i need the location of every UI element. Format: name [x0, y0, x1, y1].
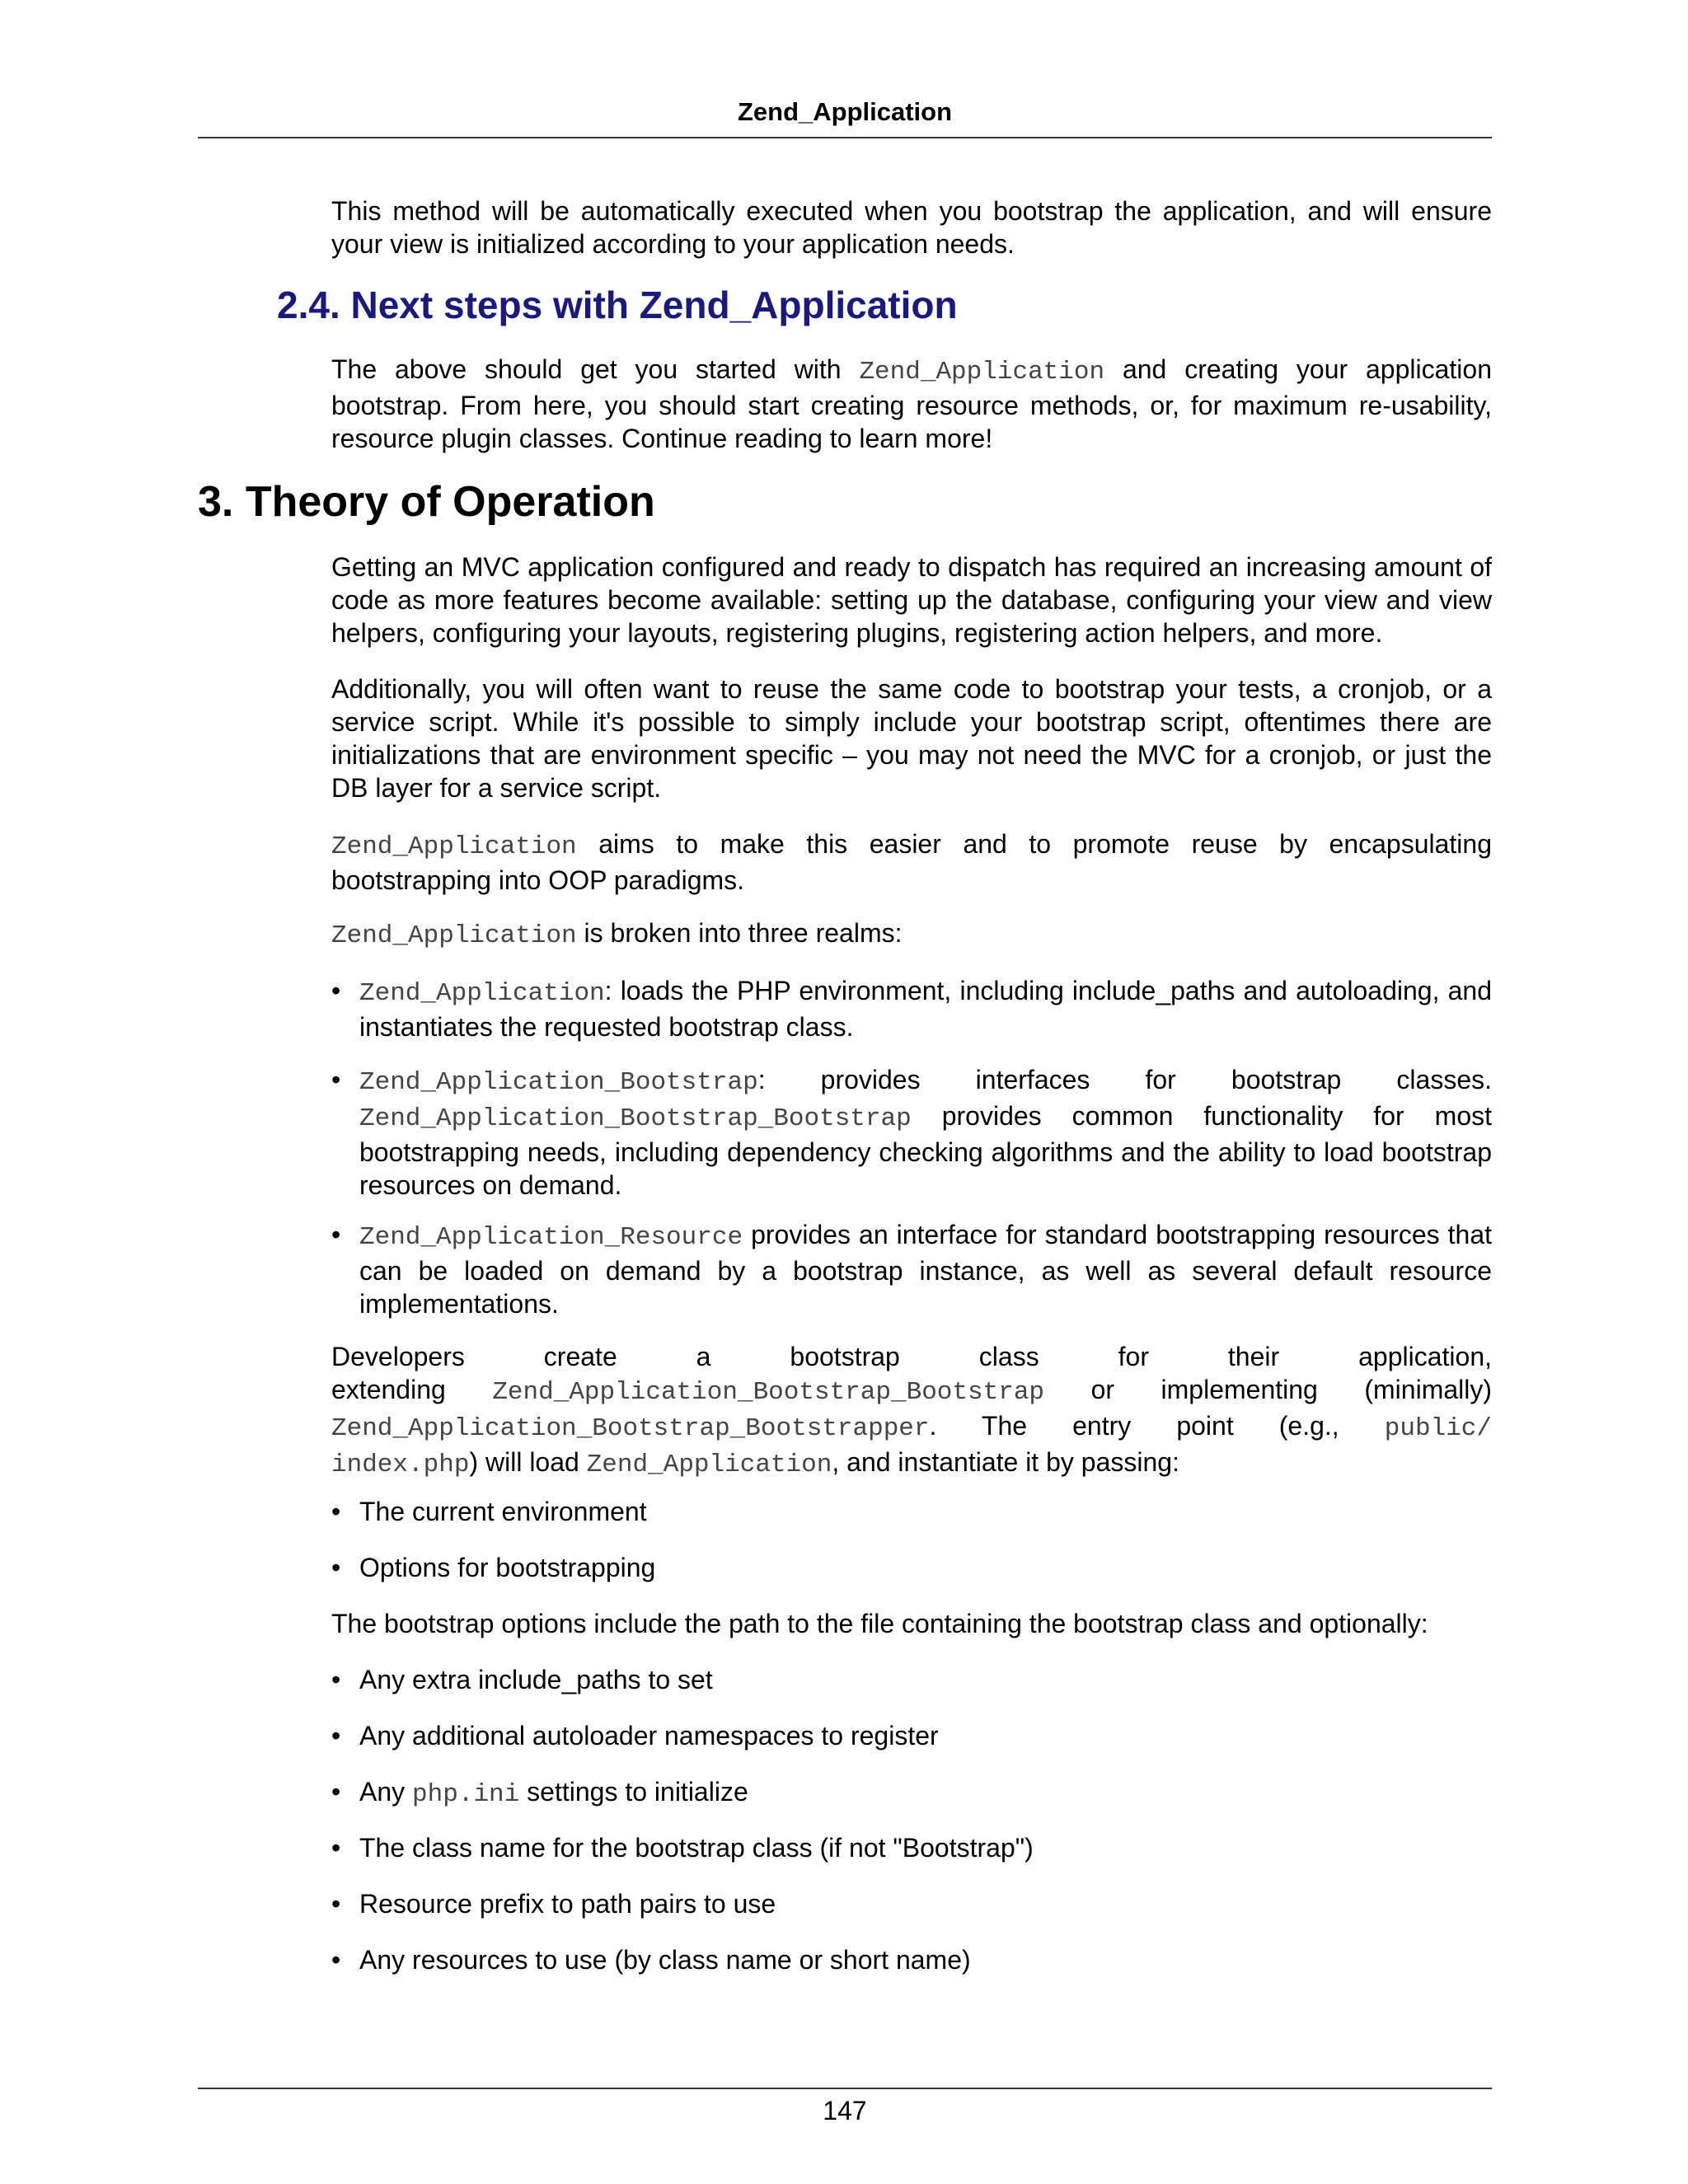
footer-rule — [198, 2088, 1492, 2089]
inline-code: index.php — [331, 1451, 470, 1479]
theory-paragraph-1: Getting an MVC application configured and ready to dispatch has required an increasing amount of code as more features become available: setting up the database, configuring your view and view helpers, configuring your layouts, registering plugins, registering action helpers, and more. — [331, 552, 1492, 648]
bullet-icon: • — [331, 1945, 341, 1975]
page-header: Zend_Application — [737, 97, 953, 126]
page-number: 147 — [823, 2096, 867, 2125]
list-item: • The class name for the bootstrap class (if not "Bootstrap") — [331, 1833, 1034, 1863]
bullet-icon: • — [331, 1553, 341, 1582]
section-heading-3: 3. Theory of Operation — [198, 478, 655, 526]
bullet-icon: • — [331, 1721, 341, 1750]
next-steps-paragraph — [331, 353, 1492, 455]
list-item: • Any additional autoloader namespaces to register — [331, 1721, 939, 1750]
intro-paragraph: This method will be automatically executed when you bootstrap the application, and will ensure your view is initialized according to your application needs. — [331, 196, 1492, 259]
bullet-icon: • — [331, 1665, 341, 1694]
theory-paragraph-6: The bootstrap options include the path to the file containing the bootstrap class and optionally: — [331, 1609, 1428, 1638]
inline-code: public/ — [1384, 1414, 1493, 1443]
list-item: • Any extra include_paths to set — [331, 1665, 713, 1694]
inline-code: Zend_Application — [331, 832, 577, 861]
bullet-icon: • — [331, 1833, 341, 1863]
list-item: • Any resources to use (by class name or short name) — [331, 1945, 971, 1975]
bullet-icon: • — [331, 1220, 341, 1249]
inline-code: Zend_Application_Bootstrap_Bootstrap — [492, 1378, 1045, 1407]
list-item: • Zend_Application_Bootstrap: provides interfaces for bootstrap classes. Zend_Application_Bootstrap_Bootstrap provides common functionality for most bootstrapping needs, including dependency checking algorithms and the ability to load bootstrap resources on demand. — [331, 1065, 1493, 1200]
next-steps-line-3: resource plugin classes. Continue reading to learn more! — [331, 424, 993, 453]
inline-code: Zend_Application_Bootstrap — [359, 1068, 758, 1097]
inline-code: Zend_Application — [859, 358, 1105, 387]
bullet-icon: • — [331, 1777, 341, 1807]
theory-paragraph-2: Additionally, you will often want to reuse the same code to bootstrap your tests, a cronjob, or a service script. While it's possible to simply include your bootstrap script, oftentimes there are initializations that are environment specific – you may not need the MVC for a cronjob, or just the DB layer for a service script. — [331, 674, 1492, 803]
inline-code: Zend_Application_Bootstrap_Bootstrap — [359, 1104, 912, 1133]
theory-paragraph-5: Developers create a bootstrap class for their application, extending Zend_Application_Bootstrap_Bootstrap or implementing (minimally) Zend_Application_Bootstrap_Bootstrapper. The entry point (e.g., public/ index.php) will load Zend_Application, and instantiate it by passing: — [331, 1342, 1493, 1479]
section-heading-2-4: 2.4. Next steps with Zend_Application — [277, 284, 958, 326]
theory-paragraph-3: Zend_Application aims to make this easier and to promote reuse by encapsulating bootstrapping into OOP paradigms. — [331, 829, 1493, 895]
bullet-icon: • — [331, 976, 341, 1005]
list-item: • Zend_Application: loads the PHP environment, including include_paths and autoloading, and instantiates the requested bootstrap class. — [331, 976, 1492, 1042]
inline-code: php.ini — [412, 1780, 520, 1809]
theory-paragraph-4: Zend_Application is broken into three realms: — [331, 918, 903, 950]
inline-code: Zend_Application — [586, 1451, 832, 1479]
next-steps-line-2: bootstrap. From here, you should start creating resource methods, or, for maximum re-usability, — [331, 391, 1492, 420]
inline-code: Zend_Application — [359, 979, 605, 1008]
list-item: • Any php.ini settings to initialize — [331, 1777, 748, 1809]
next-steps-line-1: The above should get you started with Zend_Application and creating your application — [331, 354, 1493, 387]
list-item: • Resource prefix to path pairs to use — [331, 1889, 776, 1919]
inline-code: Zend_Application_Resource — [359, 1223, 743, 1252]
header-rule — [198, 137, 1492, 138]
bullet-icon: • — [331, 1065, 341, 1094]
inline-code: Zend_Application — [331, 921, 577, 950]
list-item: • Zend_Application_Resource provides an interface for standard bootstrapping resources that can be loaded on demand by a bootstrap instance, as well as several default resource implementations. — [331, 1220, 1493, 1319]
bullet-icon: • — [331, 1497, 341, 1526]
list-item: • Options for bootstrapping — [331, 1553, 656, 1582]
inline-code: Zend_Application_Bootstrap_Bootstrapper — [331, 1414, 930, 1443]
bullet-icon: • — [331, 1889, 341, 1919]
list-item: • The current environment — [331, 1497, 647, 1526]
